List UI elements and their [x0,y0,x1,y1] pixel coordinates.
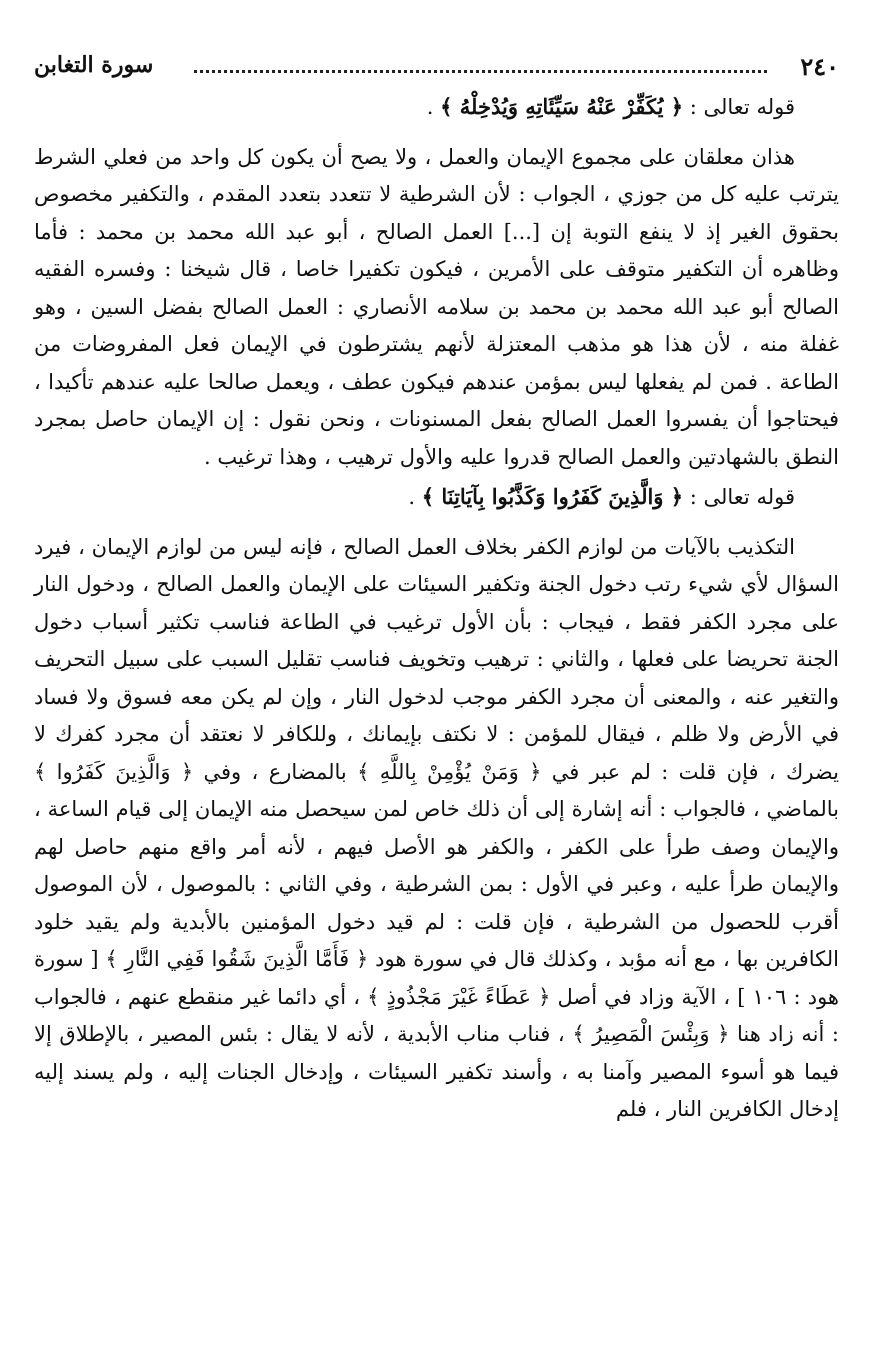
page-number: ٢٤٠ [800,52,839,81]
verse-heading-1 [34,88,839,127]
surah-title: سورة التغابن [34,52,154,78]
document-page [34,52,839,1371]
verse-intro: قوله تعالى : [683,95,795,119]
verse-intro: قوله تعالى : [683,485,795,509]
verse-heading-2 [34,478,839,517]
commentary-paragraph-1: هذان معلقان على مجموع الإيمان والعمل ، ولا يصح أن يكون كل واحد من فعلي الشرط يترتب عليه كل من جوزي ، الجواب : لأن الشرطية لا تتعدد بتعدد المقدم ، والتكفير مخصوص بحقوق الغير إذ لا ينفع التوبة إن [...] العمل الصالح ، أبو عبد الله محمد بن محمد : فأما وظاهره أن التكفير متوقف على الأمرين ، فيكون تكفيرا خاصا ، قال شيخنا : وفسره الفقيه الصالح أبو عبد الله محمد بن محمد بن سلامه الأنصاري : العمل الصالح بفضل السين ، وهو غفلة منه ، لأن هذا هو مذهب المعتزلة لأنهم يشترطون في الإيمان فعل المفروضات من الطاعة . فمن لم يفعلها ليس بمؤمن عندهم فيكون عطف ، ويعمل صالحا عليه عندهم تأكيدا ، فيحتاجوا أن يفسروا العمل الصالح بفعل المسنونات ، ونحن نقول : إن الإيمان حاصل بمجرد النطق بالشهادتين والعمل الصالح قدروا عليه والأول ترهيب ، وهذا ترغيب . [34,144,839,469]
verse-end: . [408,485,422,509]
running-header [34,52,839,86]
commentary-paragraph-2: التكذيب بالآيات من لوازم الكفر بخلاف العمل الصالح ، فإنه ليس من لوازم الإيمان ، فيرد السؤال لأي شيء رتب دخول الجنة وتكفير السيئات على الإيمان والعمل الصالح ، ودخول النار على مجرد الكفر فقط ، فيجاب : بأن الأول ترغيب في الطاعة فناسب تكثير أسباب دخول الجنة تحريضا على فعلها ، والثاني : ترهيب وتخويف فناسب تقليل السبب على سبيل التحريف والتغير عنه ، والمعنى أن مجرد الكفر موجب لدخول النار ، وإن لم يكن معه فسوق ولا فساد في الأرض ولا ظلم ، فيقال للمؤمن : لا نكتف بإيمانك ، وللكافر لا نعتقد أن مجرد كفرك لا يضرك ، فإن قلت : لم عبر في ﴿ وَمَنْ يُؤْمِنْ بِاللَّهِ ﴾ بالمضارع ، وفي ﴿ وَالَّذِينَ كَفَرُوا ﴾ بالماضي ، فالجواب : أنه إشارة إلى أن ذلك خاص لمن سيحصل منه الإيمان إلى قيام الساعة ، والإيمان وصف طرأ على الكفر ، والكفر هو الأصل فيهم ، لأنه أمر واقع منهم حاصل لهم والإيمان طرأ عليه ، وعبر في الأول : بمن الشرطية ، وفي الثاني : بالموصول ، لأن الموصول أقرب للحصول من الشرطية ، فإن قلت : لم قيد دخول المؤمنين بالأبدية ولم يقيد خلود الكافرين بها ، مع أنه مؤبد ، وكذلك قال في سورة هود ﴿ فَأَمَّا الَّذِينَ شَقُوا فَفِي النَّارِ ﴾ [ سورة هود : ١٠٦ ] ، الآية وزاد في أصل ﴿ عَطَاءً غَيْرَ مَجْذُوذٍ ﴾ ، أي دائما غير منقطع عنهم ، فالجواب : أنه زاد هنا ﴿ وَبِئْسَ الْمَصِيرُ ﴾ ، فناب مناب الأبدية ، لأنه لا يقال : بئس المصير ، بالإطلاق إلا فيما هو أسوء المصير وآمنا به ، وأسند تكفير السيئات ، وإدخال الجنات إليه ، ولم يسند إليه إدخال الكافرين النار ، فلم [34,534,839,1121]
quran-verse: ﴿ وَالَّذِينَ كَفَرُوا وَكَذَّبُوا بِآيَاتِنَا ﴾ [421,484,684,509]
header-dotted-rule [194,70,767,73]
verse-end: . [426,95,441,119]
quran-verse: ﴿ يُكَفِّرْ عَنْهُ سَيِّئَاتِهِ وَيُدْخِلْهُ ﴾ [440,94,684,119]
